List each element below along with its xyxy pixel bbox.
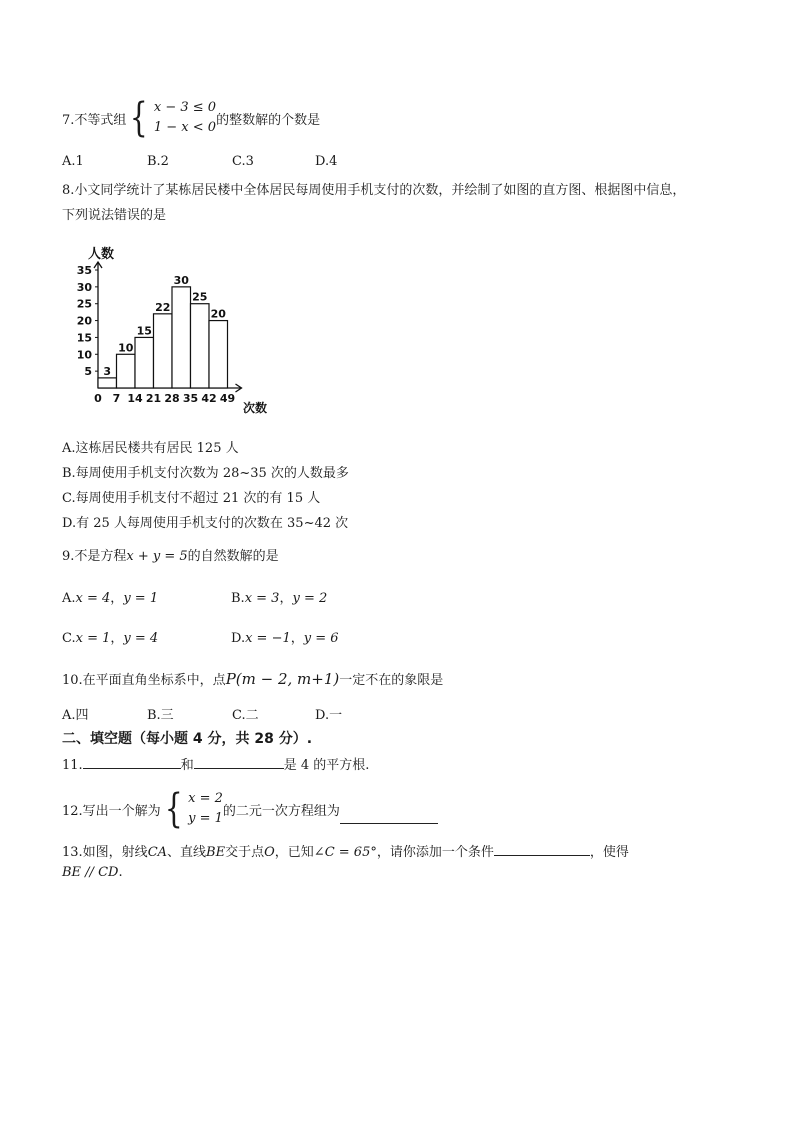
q10-option-b: B.三 [147,708,174,723]
q7-inequality-1: x − 3 ≤ 0 [153,100,217,115]
q11-blank-1[interactable] [83,754,181,769]
q9-equation: x + y = 5 [126,549,188,564]
question-13: 13.如图，射线CA、直线BE交于点O，已知∠C = 65°，请你添加一个条件 ，使得 [62,841,629,860]
y-tick-label: 20 [76,314,92,328]
question-7 [62,96,320,140]
q7-inequality-system [126,95,217,141]
histogram-bar [135,337,154,388]
q10-point: P(m − 2, m+1) [225,670,340,688]
x-tick-label: 28 [164,392,180,405]
q7-option-a: A.1 [62,154,84,169]
q9-stem-suffix: 的自然数解的是 [187,549,279,564]
q13-blank[interactable] [494,841,590,856]
histogram-bar [191,304,210,388]
histogram-bar [172,287,191,388]
q8-stem-line2: 下列说法错误的是 [62,208,167,223]
x-tick-label: 14 [127,392,143,405]
q10-stem-prefix: 10.在平面直角坐标系中，点 [62,673,226,688]
q7-inequality-2: 1 − x < 0 [153,120,217,135]
q7-option-b: B.2 [147,154,169,169]
q10-option-a: A.四 [62,708,89,723]
histogram-bar [209,321,228,388]
q7-option-d: D.4 [315,154,338,169]
q8-stem-line1: 8.小文同学统计了某栋居民楼中全体居民每周使用手机支付的次数，并绘制了如图的直方图、根据图中信息， [62,183,686,198]
bar-value-label: 30 [173,273,189,287]
histogram-bar [98,378,117,388]
bar-value-label: 20 [210,307,226,321]
histogram-chart [66,238,286,418]
q8-option-a: A.这栋居民楼共有居民 125 人 [62,441,239,456]
q7-suffix: 的整数解的个数是 [216,112,321,128]
y-axis-label: 人数 [88,247,115,262]
q13-line2: BE // CD. [62,865,123,880]
q9-option-d: D.x = −1，y = 6 [231,631,339,646]
y-tick-label: 5 [84,365,92,379]
y-tick-label: 25 [76,297,92,311]
y-tick-label: 35 [76,264,92,277]
q12-solution-system: { x = 2 y = 1 [164,786,223,832]
q8-option-d: D.有 25 人每周使用手机支付的次数在 35~42 次 [62,516,349,531]
q9-option-b: B.x = 3，y = 2 [231,591,328,606]
question-9 [62,545,279,564]
q8-option-b: B.每周使用手机支付次数为 28~35 次的人数最多 [62,466,349,481]
section-2-title: 二、填空题（每小题 4 分，共 28 分）. [62,731,313,747]
q12-blank[interactable] [340,809,438,824]
q10-stem-suffix: 一定不在的象限是 [339,673,444,688]
left-brace-icon: { [130,95,149,141]
q9-stem-prefix: 9.不是方程 [62,549,127,564]
x-axis-label: 次数 [243,401,268,415]
x-tick-label: 0 [94,392,102,405]
q11-blank-2[interactable] [194,754,284,769]
bar-value-label: 22 [155,300,171,314]
x-tick-label: 49 [219,392,236,405]
q10-option-c: C.二 [232,708,259,723]
question-11: 11. 和 是 4 的平方根. [62,754,369,773]
y-tick-label: 15 [76,331,92,345]
y-tick-label: 10 [76,348,92,362]
histogram-bar [117,354,136,388]
x-tick-label: 7 [112,392,121,405]
histogram-bar [154,314,173,388]
x-tick-label: 42 [201,392,217,405]
q7-prefix: 7.不等式组 [62,112,127,128]
x-tick-label: 35 [182,392,199,405]
q7-option-c: C.3 [232,154,254,169]
q9-option-c: C.x = 1，y = 4 [62,631,159,646]
q8-option-c: C.每周使用手机支付不超过 21 次的有 15 人 [62,491,321,506]
bar-value-label: 15 [136,324,152,338]
bar-value-label: 25 [192,290,208,304]
left-brace-icon: { [164,786,183,832]
bar-value-label: 3 [103,364,112,378]
q9-option-a: A.x = 4，y = 1 [62,591,159,606]
question-10 [62,669,443,688]
bar-value-label: 10 [118,341,134,355]
question-12: 12.写出一个解为 { x = 2 y = 1 的二元一次方程组为 [62,787,438,831]
y-tick-label: 30 [76,280,92,294]
x-tick-label: 21 [145,392,162,405]
q10-option-d: D.一 [315,708,343,723]
